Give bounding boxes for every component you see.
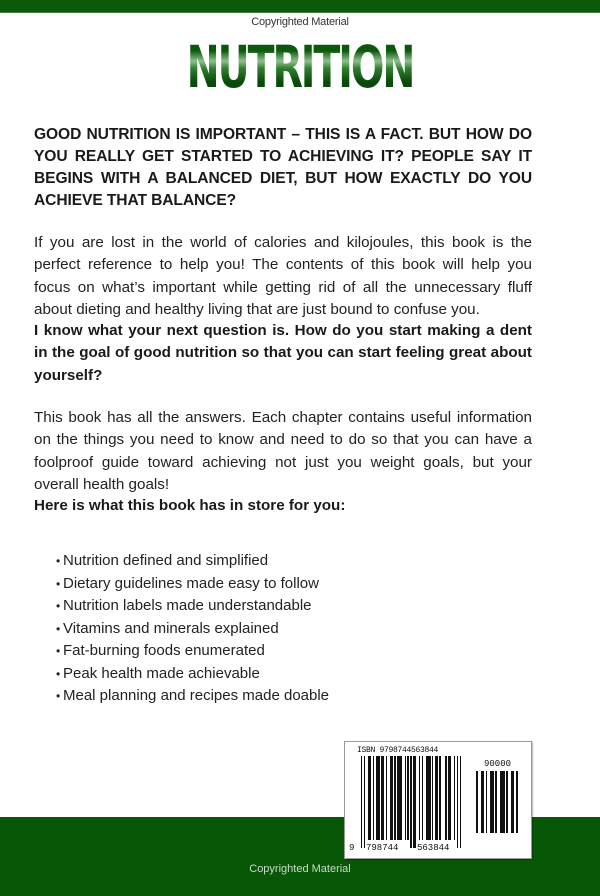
barcode-bars-main bbox=[361, 756, 469, 848]
barcode-bar bbox=[439, 756, 440, 840]
price-code: 90000 bbox=[484, 759, 512, 769]
barcode-digits-right: 563844 bbox=[417, 843, 450, 853]
bullet-icon: • bbox=[56, 644, 61, 658]
barcode-bar bbox=[506, 771, 508, 833]
barcode-bar bbox=[445, 756, 446, 840]
barcode-bar bbox=[373, 756, 374, 840]
list-item-text: Nutrition labels made understandable bbox=[63, 597, 312, 614]
barcode-bar bbox=[511, 771, 514, 833]
question-paragraph: I know what your next question is. How do you start making a dent in the goal of good nutrition so that you can start feeling great about yourself? bbox=[34, 322, 532, 384]
barcode-bar bbox=[454, 756, 455, 840]
barcode-digits-left: 798744 bbox=[366, 843, 399, 853]
answers-paragraph: This book has all the answers. Each chapter contains useful information on the things you need to know and need to do so that you can have a foolproof guide toward achieving not just you weight goals, but your overall health goals! bbox=[34, 409, 532, 493]
list-item-text: Dietary guidelines made easy to follow bbox=[63, 574, 319, 592]
description-paragraph: If you are lost in the world of calories and kilojoules, this book is the perfect reference to help you! The contents of this book will help you focus on what’s important while getting rid of all the unnecessary fluff about dieting and healthy living that are just bound to confuse you. bbox=[34, 234, 532, 318]
list-item bbox=[56, 663, 329, 686]
barcode-bar bbox=[405, 756, 406, 840]
barcode-bars-addon bbox=[476, 771, 526, 841]
barcode-bar bbox=[376, 756, 380, 840]
barcode-bar bbox=[381, 756, 384, 840]
barcode-bar bbox=[495, 771, 497, 833]
barcode-bar bbox=[364, 756, 365, 848]
isbn-barcode bbox=[344, 741, 532, 859]
list-item-text: Fat-burning foods enumerated bbox=[63, 642, 265, 659]
barcode-bar bbox=[490, 771, 493, 833]
list-heading: Here is what this book has in store for you: bbox=[34, 497, 346, 514]
barcode-bar bbox=[432, 756, 433, 840]
bullet-icon: • bbox=[56, 666, 61, 681]
barcode-bar bbox=[457, 756, 458, 848]
feature-list bbox=[56, 550, 329, 708]
list-item bbox=[56, 618, 329, 641]
barcode-bar bbox=[397, 756, 401, 840]
barcode-bar bbox=[386, 756, 387, 840]
barcode-bar bbox=[435, 756, 438, 840]
barcode-bar bbox=[361, 756, 362, 848]
copyright-notice-top: Copyrighted Material bbox=[251, 16, 349, 28]
intro-paragraph: GOOD NUTRITION IS IMPORTANT – THIS IS A FACT. BUT HOW DO YOU REALLY GET STARTED TO ACHIEVING IT? PEOPLE SAY IT BEGINS WITH A BALANCED DIET, BUT HOW EXACTLY DO YOU ACHIEVE THAT BALANCE? bbox=[34, 126, 532, 209]
barcode-digit-first: 9 bbox=[349, 843, 355, 853]
list-item-text: Vitamins and minerals explained bbox=[63, 619, 279, 637]
barcode-bar bbox=[394, 756, 395, 840]
top-green-band bbox=[0, 0, 600, 13]
bullet-icon: • bbox=[56, 554, 61, 568]
barcode-bar bbox=[419, 756, 420, 840]
isbn-label: ISBN 9798744563844 bbox=[357, 746, 439, 755]
barcode-bar bbox=[516, 771, 518, 833]
list-item-text: Peak health made achievable bbox=[63, 664, 260, 682]
barcode-bar bbox=[422, 756, 423, 840]
bullet-icon: • bbox=[56, 689, 61, 703]
barcode-bar bbox=[460, 756, 461, 848]
bullet-icon: • bbox=[56, 576, 61, 591]
barcode-bar bbox=[486, 771, 488, 833]
list-item-text: Meal planning and recipes made doable bbox=[63, 687, 330, 704]
barcode-bar bbox=[500, 771, 505, 833]
barcode-bar bbox=[426, 756, 430, 840]
barcode-bar bbox=[390, 756, 393, 840]
barcode-bar bbox=[410, 756, 411, 848]
copyright-notice-bottom: Copyrighted Material bbox=[249, 863, 351, 875]
barcode-bar bbox=[413, 756, 416, 848]
list-item-text: Nutrition defined and simplified bbox=[63, 552, 269, 569]
list-item bbox=[56, 573, 329, 596]
barcode-bar bbox=[476, 771, 478, 833]
list-item bbox=[56, 550, 329, 573]
bullet-icon: • bbox=[56, 599, 61, 613]
barcode-bar bbox=[407, 756, 408, 840]
list-item bbox=[56, 685, 329, 708]
list-item bbox=[56, 640, 329, 663]
list-item bbox=[56, 595, 329, 618]
barcode-bar bbox=[368, 756, 371, 840]
bullet-icon: • bbox=[56, 621, 61, 636]
book-title: NUTRITION bbox=[96, 30, 504, 104]
barcode-bar bbox=[481, 771, 484, 833]
barcode-bar bbox=[448, 756, 451, 840]
